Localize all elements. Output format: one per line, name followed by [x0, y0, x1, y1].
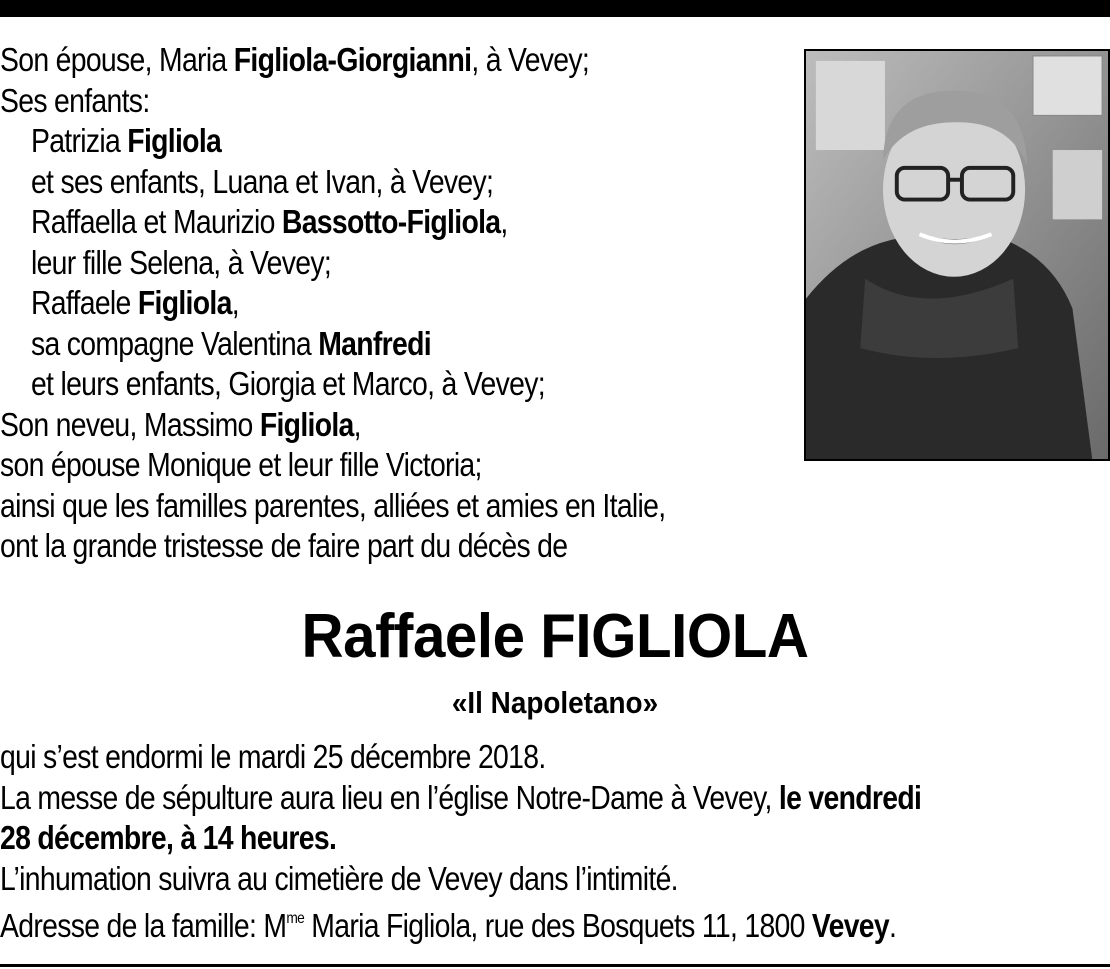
family-line: ont la grande tristesse de faire part du décès de — [0, 527, 568, 564]
deceased-name: Raffaele FIGLIOLA — [301, 602, 809, 671]
family-line: et ses enfants, Luana et Ivan, à Vevey; — [30, 162, 494, 200]
details-line: L’inhumation suivra au cimetière de Vevey dans l’intimité. — [0, 859, 678, 897]
family-line: son épouse Monique et leur fille Victoria; — [0, 446, 482, 483]
details-line: La messe de sépulture aura lieu en l’église Notre-Dame à Vevey, le vendredi — [0, 778, 922, 816]
family-line: ainsi que les familles parentes, alliées et amies en Italie, — [0, 486, 666, 524]
family-list — [0, 40, 800, 567]
family-line: leur fille Selena, à Vevey; — [30, 243, 332, 281]
family-line: Raffaella et Maurizio Bassotto-Figliola, — [30, 203, 508, 240]
family-line: Ses enfants: — [0, 81, 150, 119]
family-line: et leurs enfants, Giorgia et Marco, à Vevey; — [30, 365, 545, 402]
portrait-photo — [804, 49, 1110, 461]
family-line: sa compagne Valentina Manfredi — [30, 324, 431, 362]
details-line: 28 décembre, à 14 heures. — [0, 819, 337, 856]
bottom-rule — [0, 964, 1110, 967]
family-line: Son neveu, Massimo Figliola, — [0, 405, 361, 443]
nickname: «Il Napoletano» — [451, 685, 659, 720]
details-line: qui s’est endormi le mardi 25 décembre 2018. — [0, 738, 546, 775]
family-line: Patrizia Figliola — [30, 122, 222, 159]
details-line: Adresse de la famille: $M^{me}$ Maria Figliola, rue des Bosquets 11, 1800 Vevey. — [0, 907, 897, 944]
family-line: Son épouse, Maria Figliola-Giorgianni, à Vevey; — [0, 41, 590, 78]
details — [0, 737, 1110, 947]
family-line: Raffaele Figliola, — [30, 284, 239, 321]
top-rule — [0, 0, 1110, 17]
